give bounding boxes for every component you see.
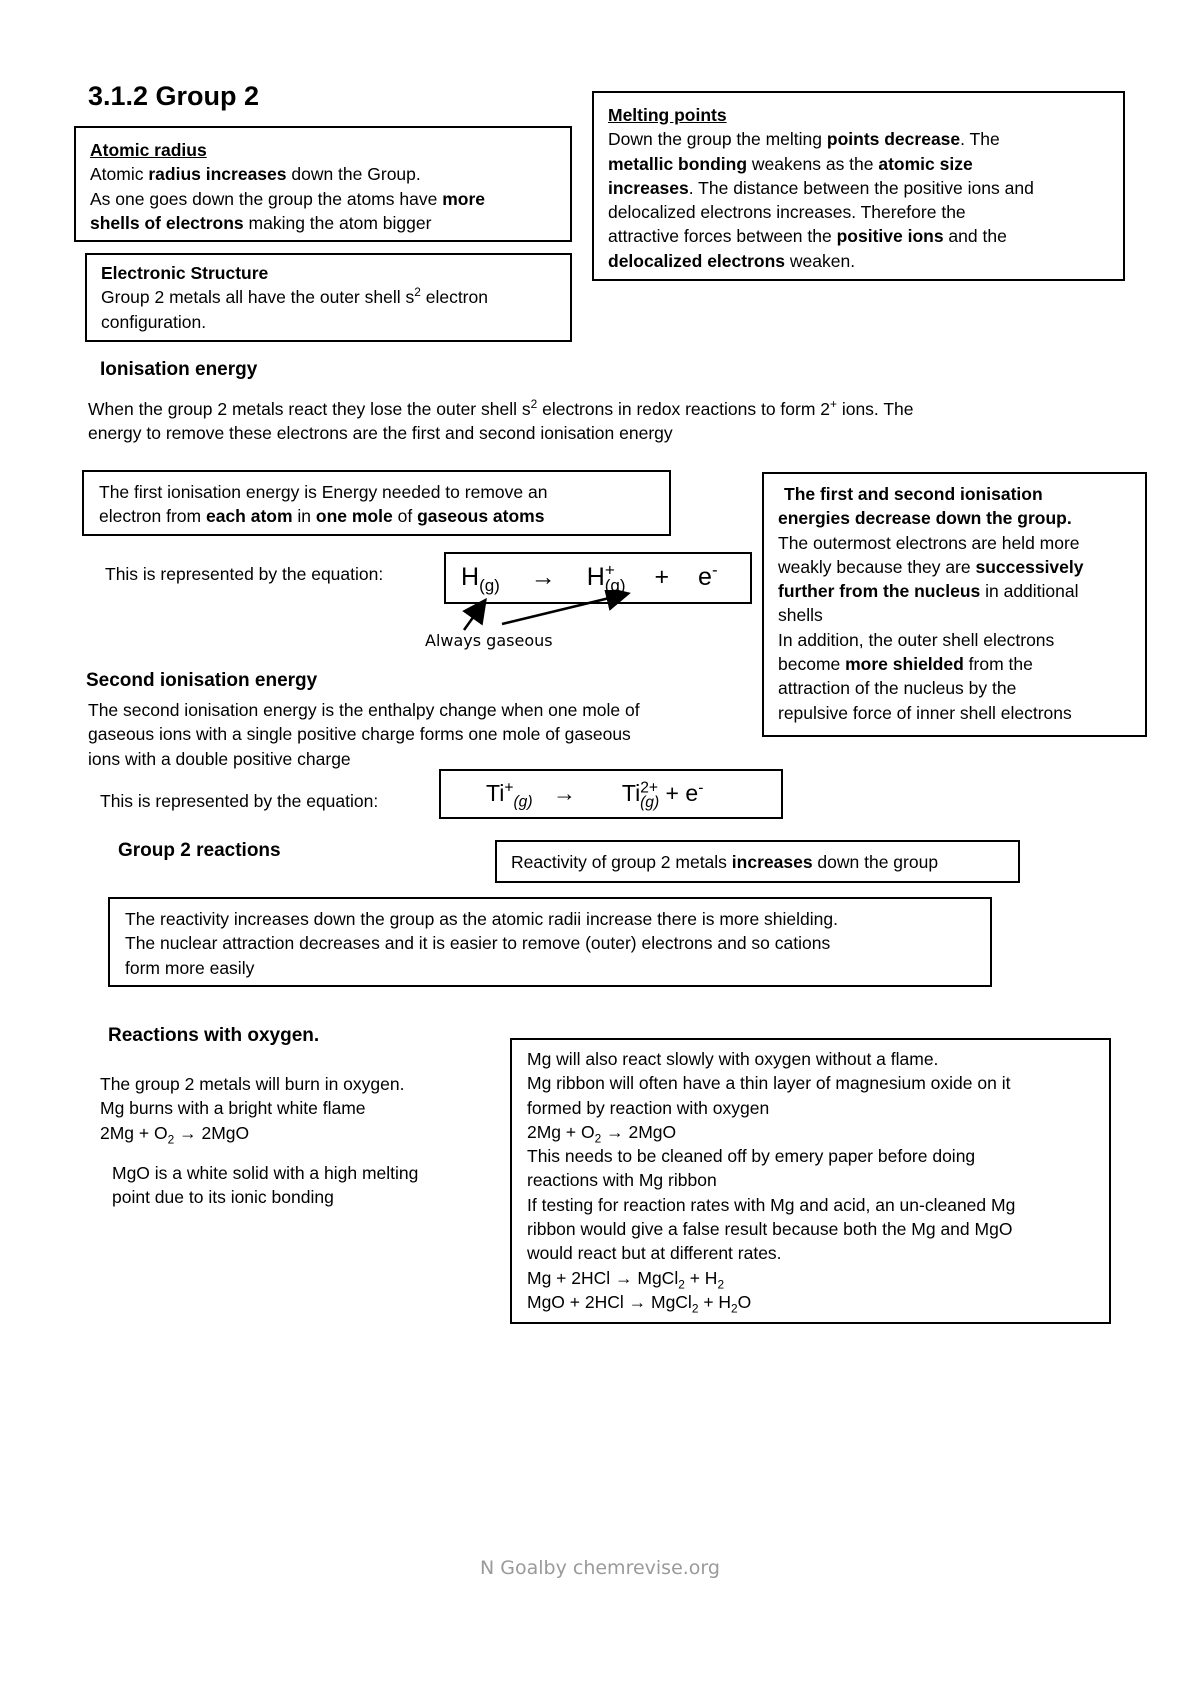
always-gaseous-annotation: Always gaseous [425, 631, 553, 650]
oxygen-line-1: The group 2 metals will burn in oxygen. [100, 1074, 405, 1094]
first-ie-definition-line-1: The first ionisation energy is Energy needed to remove an [99, 482, 548, 502]
second-ie-equation-label: This is represented by the equation: [100, 791, 379, 811]
second-ie-line-3: ions with a double positive charge [88, 748, 351, 769]
melting-points-box [592, 91, 1125, 281]
group2-reactions-heading: Group 2 reactions [118, 840, 281, 861]
ie-trend-line-1: The first and second ionisation [784, 484, 1043, 504]
mg-box-line-2: Mg ribbon will often have a thin layer of magnesium oxide on it [527, 1073, 1011, 1094]
mg-box-line-4: $2Mg + O_2 \to 2MgO$ [527, 1121, 677, 1146]
melting-points-title: Melting points [608, 105, 727, 125]
oxygen-equation: $2Mg + O_2 \to 2MgO$ [100, 1122, 250, 1147]
ie-trend-line-8: become more shielded from the [778, 654, 1033, 675]
mgo-line-2: point due to its ionic bonding [112, 1187, 334, 1208]
ie-trend-box [762, 472, 1147, 737]
oxygen-burn-text [100, 1072, 404, 1145]
mg-box-line-5: This needs to be cleaned off by emery paper before doing [527, 1146, 976, 1167]
mg-ribbon-box [510, 1038, 1111, 1324]
eq1-arrow: → [530, 563, 556, 591]
reactivity-box: Reactivity of group 2 metals increases down the group [495, 840, 1020, 883]
electronic-structure-box [85, 253, 572, 342]
reactivity-explanation-box [108, 897, 992, 987]
atomic-radius-box [74, 126, 572, 242]
mg-box-line-9: would react but at different rates. [527, 1243, 782, 1264]
reactivity-explanation-line-3: form more easily [125, 957, 255, 978]
second-ie-definition [88, 698, 748, 771]
electronic-structure-line-1: Group 2 metals all have the outer shell $s^2$ electron [101, 285, 488, 308]
footer-credit: N Goalby chemrevise.org [480, 1557, 720, 1579]
atomic-radius-title: Atomic radius [90, 140, 207, 160]
ionisation-energy-heading: Ionisation energy [100, 359, 258, 380]
second-ie-line-1: The second ionisation energy is the enthalpy change when one mole of [88, 700, 640, 720]
ie-trend-line-6: shells [778, 605, 823, 626]
electronic-structure-line-2: configuration. [101, 311, 207, 332]
melting-points-line-6: delocalized electrons weaken. [608, 250, 856, 271]
melting-points-line-2: metallic bonding weakens as the atomic size [608, 153, 973, 174]
mg-box-line-10: Mg + 2HCl → MgCl$_2$ + $H_2$ [527, 1267, 725, 1292]
melting-points-line-1: Down the group the melting points decrease. The [608, 129, 1000, 150]
first-ie-equation-label: This is represented by the equation: [105, 564, 384, 584]
ie-trend-line-2: energies decrease down the group. [778, 508, 1072, 529]
first-ie-equation-box: $H_{(g)} \to H^+_{(g)} + e^-$ [444, 552, 752, 604]
ie-trend-line-5: further from the nucleus in additional [778, 581, 1079, 602]
second-ie-equation-box: $Ti^+_{(g)} \to Ti^{2+}_{(g)} + e^-$ [439, 769, 783, 819]
melting-points-line-4: delocalized electrons increases. Therefore the [608, 202, 966, 223]
oxygen-reactions-heading: Reactions with oxygen. [108, 1025, 320, 1046]
mgo-properties-text [112, 1161, 418, 1210]
reactivity-explanation-line-2: The nuclear attraction decreases and it is easier to remove (outer) electrons and so cations [125, 933, 831, 954]
mg-box-line-8: ribbon would give a false result because both the Mg and MgO [527, 1219, 1013, 1240]
ie-trend-line-3: The outermost electrons are held more [778, 532, 1080, 553]
reactivity-explanation-line-1: The reactivity increases down the group as the atomic radii increase there is more shielding. [125, 909, 838, 929]
ionisation-intro [88, 397, 1128, 446]
mg-box-line-7: If testing for reaction rates with Mg and acid, an un-cleaned Mg [527, 1194, 1016, 1215]
first-ie-definition-line-2: electron from each atom in one mole of gaseous atoms [99, 506, 545, 527]
second-ie-line-2: gaseous ions with a single positive charge forms one mole of gaseous [88, 724, 631, 745]
melting-points-line-5: attractive forces between the positive ions and the [608, 226, 1007, 247]
eq2-arrow: → [552, 780, 576, 806]
atomic-radius-line-2: As one goes down the group the atoms have more [90, 188, 485, 209]
oxygen-line-2: Mg burns with a bright white flame [100, 1098, 366, 1119]
mgo-line-1: MgO is a white solid with a high melting [112, 1163, 419, 1183]
mg-box-line-3: formed by reaction with oxygen [527, 1097, 770, 1118]
page-title: 3.1.2 Group 2 [88, 81, 260, 111]
ie-trend-line-9: attraction of the nucleus by the [778, 678, 1017, 699]
atomic-radius-line-1: Atomic radius increases down the Group. [90, 164, 421, 185]
eq1-rhs: H [586, 563, 605, 591]
electronic-structure-title: Electronic Structure [101, 263, 269, 283]
mg-box-line-1: Mg will also react slowly with oxygen without a flame. [527, 1049, 939, 1069]
mg-box-line-6: reactions with Mg ribbon [527, 1170, 717, 1191]
ie-trend-line-10: repulsive force of inner shell electrons [778, 702, 1072, 723]
second-ie-heading: Second ionisation energy [86, 670, 318, 691]
atomic-radius-line-3: shells of electrons making the atom bigger [90, 212, 432, 233]
ionisation-intro-line-2: energy to remove these electrons are the first and second ionisation energy [88, 423, 673, 444]
ionisation-intro-line-1: When the group 2 metals react they lose the outer shell $s^2$ electrons in redox reactions to form 2+ ions. The [88, 397, 914, 419]
eq1-lhs: H [461, 563, 480, 591]
ie-trend-line-4: weakly because they are successively [778, 556, 1084, 577]
first-ie-definition-box [82, 470, 671, 536]
melting-points-line-3: increases. The distance between the positive ions and [608, 177, 1034, 198]
ie-trend-line-7: In addition, the outer shell electrons [778, 629, 1055, 650]
mg-box-line-11: MgO + 2HCl → MgCl$_2$ + $H_2O$ [527, 1291, 752, 1316]
